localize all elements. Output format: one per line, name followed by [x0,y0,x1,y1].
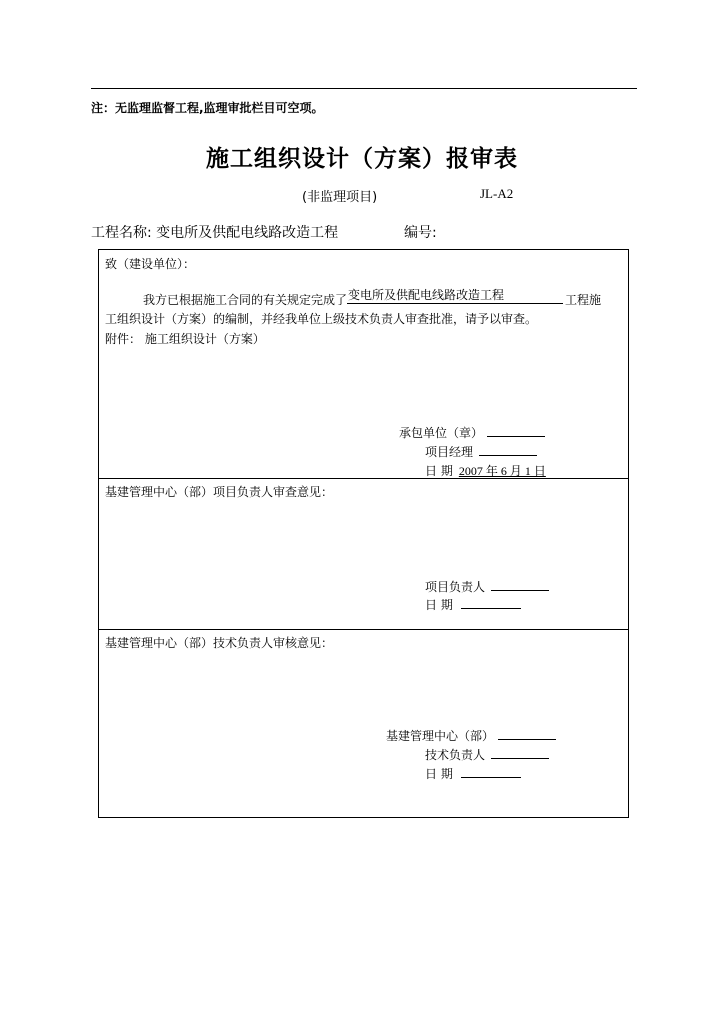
center-label: 基建管理中心（部） [386,729,495,743]
addressee: 致（建设单位）： [105,257,196,271]
top-rule [91,88,637,89]
leader-line [425,578,549,595]
date-blank-3 [461,765,521,778]
date-line-2 [425,596,521,613]
date-label-3: 日 期 [425,767,453,781]
leader-label: 项目负责人 [425,580,486,594]
body-line-2: 工组织设计（方案）的编制，并经我单位上级技术负责人审查批准，请予以审查。 [105,312,538,326]
project-name-value: 变电所及供配电线路改造工程 [156,225,339,241]
date-label-1: 日 期 [425,464,453,478]
center-blank [498,727,556,740]
note-text: 注：无监理监督工程,监理审批栏目可空项。 [91,101,324,115]
attachment-line: 附件： 施工组织设计（方案） [105,332,265,346]
section-divider-2 [98,629,629,630]
page-title: 施工组织设计（方案）报审表 [206,146,518,172]
tech-leader-opinion-heading: 基建管理中心（部）技术负责人审核意见： [105,636,334,650]
body-project-underline [347,288,563,304]
project-leader-opinion-heading: 基建管理中心（部）项目负责人审查意见： [105,485,334,499]
date-blank-2 [461,596,521,609]
form-code: JL-A2 [480,186,514,201]
tech-line [425,746,549,763]
tech-blank [491,746,549,759]
leader-blank [491,578,549,591]
date-line-3 [425,765,521,782]
body-project: 变电所及供配电线路改造工程 [348,288,505,302]
contractor-line [399,424,545,441]
body-suffix: 工程施 [565,293,602,307]
date-line-1 [425,462,546,479]
body-line-1 [143,288,602,308]
contractor-label: 承包单位（章） [399,426,484,440]
project-name-label: 工程名称: [91,225,152,241]
date-label-2: 日 期 [425,598,453,612]
section-divider-1 [98,478,629,479]
date-value: 2007 年 6 月 1 日 [458,464,546,478]
project-name-line [91,222,338,242]
center-line [386,727,556,744]
tech-label: 技术负责人 [425,748,486,762]
contractor-blank [487,424,545,437]
serial-number-label: 编号: [404,225,437,241]
body-prefix: 我方已根据施工合同的有关规定完成了 [143,293,348,307]
manager-blank [479,443,537,456]
manager-line [425,443,537,460]
subtitle: (非监理项目) [302,190,378,205]
manager-label: 项目经理 [425,445,474,459]
